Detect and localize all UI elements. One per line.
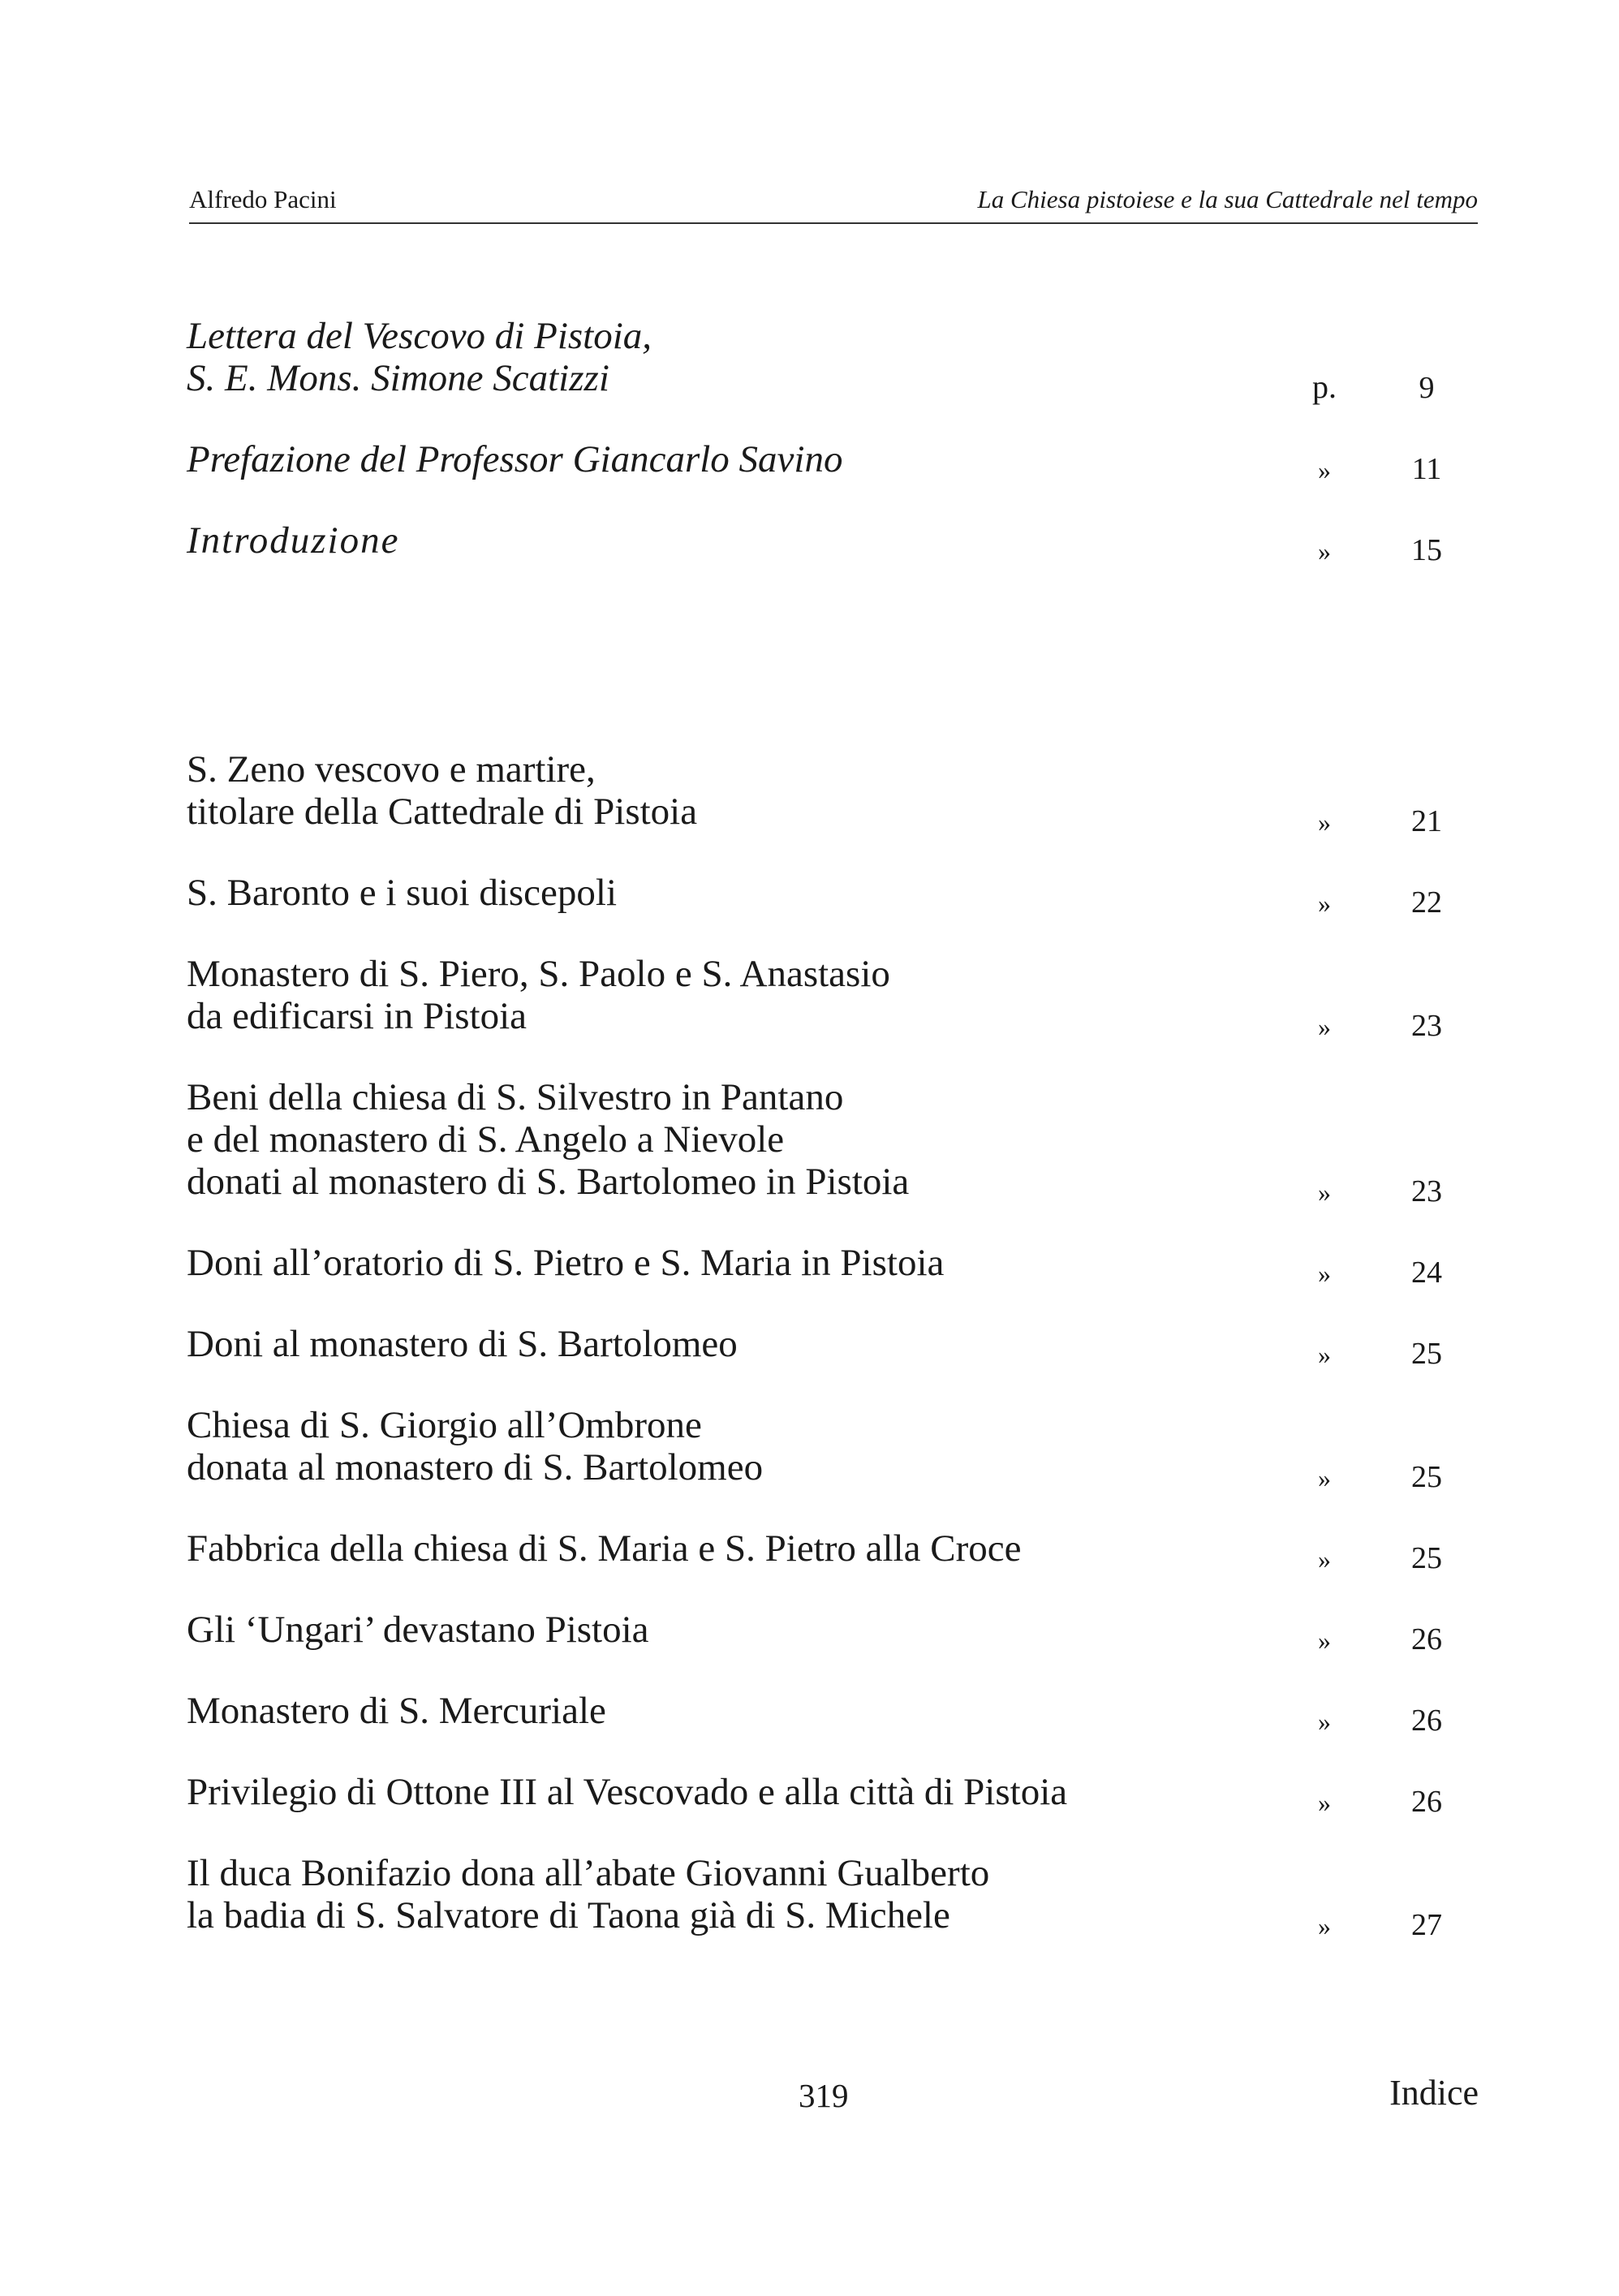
entry-line: Monastero di S. Mercuriale: [187, 1690, 606, 1732]
footer-page-number: 319: [799, 2077, 849, 2114]
footer-section-title: Indice: [1389, 2073, 1479, 2113]
toc-entry-letter: [187, 315, 1485, 405]
page-number: 22: [1411, 885, 1442, 920]
page-marker: »: [1318, 1707, 1331, 1736]
entry-line: Monastero di S. Piero, S. Paolo e S. Anastasio: [187, 953, 890, 995]
entry-line: Prefazione del Professor Giancarlo Savino: [187, 438, 843, 480]
entry-line: Privilegio di Ottone III al Vescovado e alla città di Pistoia: [187, 1771, 1068, 1813]
table-of-contents: [187, 315, 1485, 1942]
entry-line: Doni all’oratorio di S. Pietro e S. Maria in Pistoia: [187, 1242, 945, 1284]
page-number: 24: [1411, 1256, 1442, 1290]
page-marker: »: [1318, 1626, 1331, 1655]
toc-entry: [187, 1242, 1485, 1290]
page-marker: »: [1318, 1463, 1331, 1493]
entry-line: la badia di S. Salvatore di Taona già di S. Michele: [187, 1894, 950, 1936]
entry-line: S. E. Mons. Simone Scatizzi: [187, 357, 609, 399]
page-marker: »: [1318, 455, 1331, 485]
page-number: 23: [1411, 1174, 1442, 1208]
entry-line: Lettera del Vescovo di Pistoia,: [187, 315, 652, 357]
toc-entry: [187, 1690, 1485, 1738]
toc-entry-preface: [187, 438, 1485, 486]
toc-entry: [187, 1771, 1485, 1819]
header-title: La Chiesa pistoiese e la sua Cattedrale nel tempo: [977, 185, 1478, 213]
entry-line: Beni della chiesa di S. Silvestro in Pantano: [187, 1076, 844, 1118]
entry-line: Doni al monastero di S. Bartolomeo: [187, 1323, 738, 1365]
page-number: 27: [1411, 1908, 1442, 1942]
toc-entry: [187, 872, 1485, 920]
entry-line: titolare della Cattedrale di Pistoia: [187, 790, 698, 833]
page-marker: »: [1318, 1340, 1331, 1369]
toc-entry: [187, 748, 1485, 838]
page-marker: »: [1318, 1911, 1331, 1941]
page-number: 25: [1411, 1460, 1442, 1494]
toc-entry-introduction: [187, 519, 1485, 567]
entry-line: Gli ‘Ungari’ devastano Pistoia: [187, 1609, 649, 1651]
page-marker: »: [1318, 536, 1331, 566]
page-number: 15: [1411, 533, 1442, 567]
header-author: Alfredo Pacini: [189, 185, 337, 213]
page-number: 11: [1411, 452, 1442, 486]
toc-entry: [187, 1609, 1485, 1656]
page-number: 9: [1419, 371, 1435, 405]
entry-line: da edificarsi in Pistoia: [187, 995, 527, 1037]
running-header: [189, 180, 1478, 224]
entry-line: donata al monastero di S. Bartolomeo: [187, 1446, 764, 1488]
page-number: 26: [1411, 1785, 1442, 1819]
page-marker: »: [1318, 1788, 1331, 1817]
page-number: 21: [1411, 804, 1442, 838]
page-number: 25: [1411, 1337, 1442, 1371]
page-marker: »: [1318, 1012, 1331, 1041]
entry-line: S. Baronto e i suoi discepoli: [187, 872, 618, 914]
entry-line: S. Zeno vescovo e martire,: [187, 748, 596, 790]
page-number: 26: [1411, 1622, 1442, 1656]
page-marker: »: [1318, 1178, 1331, 1207]
entry-line: Chiesa di S. Giorgio all’Ombrone: [187, 1404, 702, 1446]
toc-entry: [187, 1323, 1485, 1371]
page-marker: »: [1318, 1259, 1331, 1288]
toc-entry: [187, 1076, 1485, 1208]
toc-entry: [187, 1404, 1485, 1494]
entry-line: e del monastero di S. Angelo a Nievole: [187, 1118, 785, 1161]
entry-line: Fabbrica della chiesa di S. Maria e S. Pietro alla Croce: [187, 1527, 1022, 1570]
toc-entry: [187, 953, 1485, 1043]
page-marker: p.: [1312, 368, 1337, 405]
entry-line: donati al monastero di S. Bartolomeo in Pistoia: [187, 1161, 910, 1203]
entry-line: Il duca Bonifazio dona all’abate Giovanni Gualberto: [187, 1852, 990, 1894]
toc-entry: [187, 1527, 1485, 1575]
page-marker: »: [1318, 808, 1331, 837]
entry-line: Introduzione: [187, 519, 400, 562]
toc-entry: [187, 1852, 1485, 1942]
page-marker: »: [1318, 1544, 1331, 1574]
page-number: 26: [1411, 1704, 1442, 1738]
page-number: 25: [1411, 1541, 1442, 1575]
page-marker: »: [1318, 889, 1331, 918]
page-number: 23: [1411, 1009, 1442, 1043]
